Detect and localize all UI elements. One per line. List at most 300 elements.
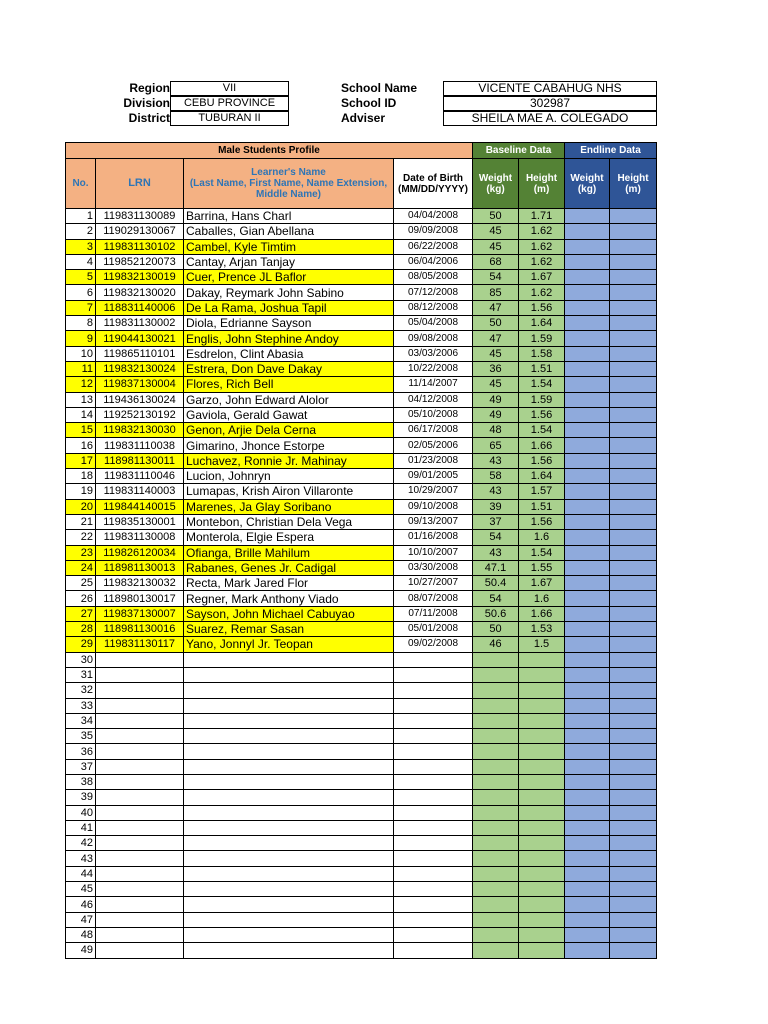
- school-name-field[interactable]: VICENTE CABAHUG NHS: [443, 81, 657, 96]
- endline-height-cell[interactable]: [610, 851, 657, 866]
- row-number-cell[interactable]: 23: [66, 545, 96, 560]
- date-of-birth-cell[interactable]: [394, 805, 473, 820]
- row-number-cell[interactable]: 3: [66, 239, 96, 254]
- date-of-birth-cell[interactable]: 04/12/2008: [394, 392, 473, 407]
- lrn-cell[interactable]: 119832130020: [96, 285, 184, 300]
- endline-weight-cell[interactable]: [565, 545, 610, 560]
- endline-weight-cell[interactable]: [565, 774, 610, 789]
- endline-weight-cell[interactable]: [565, 300, 610, 315]
- baseline-height-cell[interactable]: [519, 744, 565, 759]
- endline-weight-cell[interactable]: [565, 713, 610, 728]
- learner-name-cell[interactable]: Montebon, Christian Dela Vega: [184, 514, 394, 529]
- endline-weight-cell[interactable]: [565, 667, 610, 682]
- endline-height-cell[interactable]: [610, 637, 657, 652]
- row-number-cell[interactable]: 11: [66, 361, 96, 376]
- district-field[interactable]: TUBURAN II: [170, 111, 289, 126]
- learner-name-cell[interactable]: [184, 805, 394, 820]
- lrn-cell[interactable]: [96, 652, 184, 667]
- learner-name-cell[interactable]: Luchavez, Ronnie Jr. Mahinay: [184, 453, 394, 468]
- baseline-height-cell[interactable]: 1.66: [519, 606, 565, 621]
- baseline-weight-cell[interactable]: 50: [473, 316, 519, 331]
- lrn-cell[interactable]: [96, 836, 184, 851]
- baseline-weight-cell[interactable]: 54: [473, 530, 519, 545]
- learner-name-cell[interactable]: Recta, Mark Jared Flor: [184, 576, 394, 591]
- baseline-weight-cell[interactable]: [473, 698, 519, 713]
- lrn-cell[interactable]: 119831130102: [96, 239, 184, 254]
- baseline-weight-cell[interactable]: 58: [473, 469, 519, 484]
- endline-height-cell[interactable]: [610, 912, 657, 927]
- endline-weight-cell[interactable]: [565, 560, 610, 575]
- date-of-birth-cell[interactable]: 08/12/2008: [394, 300, 473, 315]
- lrn-cell[interactable]: 119831140003: [96, 484, 184, 499]
- row-number-cell[interactable]: 46: [66, 897, 96, 912]
- learner-name-cell[interactable]: [184, 713, 394, 728]
- division-field[interactable]: CEBU PROVINCE: [170, 96, 289, 111]
- endline-height-cell[interactable]: [610, 469, 657, 484]
- learner-name-cell[interactable]: [184, 927, 394, 942]
- row-number-cell[interactable]: 42: [66, 836, 96, 851]
- date-of-birth-cell[interactable]: 07/11/2008: [394, 606, 473, 621]
- learner-name-cell[interactable]: Suarez, Remar Sasan: [184, 622, 394, 637]
- endline-height-cell[interactable]: [610, 530, 657, 545]
- baseline-weight-cell[interactable]: 43: [473, 545, 519, 560]
- endline-weight-cell[interactable]: [565, 820, 610, 835]
- date-of-birth-cell[interactable]: 08/07/2008: [394, 591, 473, 606]
- lrn-cell[interactable]: [96, 943, 184, 958]
- lrn-cell[interactable]: [96, 729, 184, 744]
- row-number-cell[interactable]: 34: [66, 713, 96, 728]
- lrn-cell[interactable]: 119831110038: [96, 438, 184, 453]
- row-number-cell[interactable]: 33: [66, 698, 96, 713]
- endline-height-cell[interactable]: [610, 499, 657, 514]
- baseline-weight-cell[interactable]: [473, 667, 519, 682]
- endline-height-cell[interactable]: [610, 622, 657, 637]
- row-number-cell[interactable]: 41: [66, 820, 96, 835]
- endline-weight-cell[interactable]: [565, 652, 610, 667]
- baseline-height-cell[interactable]: 1.62: [519, 254, 565, 269]
- baseline-weight-cell[interactable]: [473, 897, 519, 912]
- date-of-birth-cell[interactable]: [394, 774, 473, 789]
- lrn-cell[interactable]: 118831140006: [96, 300, 184, 315]
- date-of-birth-cell[interactable]: [394, 851, 473, 866]
- baseline-weight-cell[interactable]: [473, 927, 519, 942]
- date-of-birth-cell[interactable]: 01/16/2008: [394, 530, 473, 545]
- baseline-height-cell[interactable]: [519, 897, 565, 912]
- date-of-birth-cell[interactable]: 02/05/2006: [394, 438, 473, 453]
- endline-height-cell[interactable]: [610, 698, 657, 713]
- endline-weight-cell[interactable]: [565, 239, 610, 254]
- endline-height-cell[interactable]: [610, 683, 657, 698]
- row-number-cell[interactable]: 18: [66, 469, 96, 484]
- baseline-weight-cell[interactable]: 85: [473, 285, 519, 300]
- baseline-height-cell[interactable]: [519, 943, 565, 958]
- date-of-birth-cell[interactable]: [394, 927, 473, 942]
- endline-height-cell[interactable]: [610, 882, 657, 897]
- lrn-cell[interactable]: [96, 912, 184, 927]
- baseline-weight-cell[interactable]: 43: [473, 453, 519, 468]
- row-number-cell[interactable]: 25: [66, 576, 96, 591]
- endline-height-cell[interactable]: [610, 438, 657, 453]
- learner-name-cell[interactable]: Monterola, Elgie Espera: [184, 530, 394, 545]
- row-number-cell[interactable]: 45: [66, 882, 96, 897]
- baseline-weight-cell[interactable]: [473, 851, 519, 866]
- baseline-height-cell[interactable]: [519, 683, 565, 698]
- row-number-cell[interactable]: 5: [66, 270, 96, 285]
- row-number-cell[interactable]: 22: [66, 530, 96, 545]
- endline-height-cell[interactable]: [610, 484, 657, 499]
- baseline-height-cell[interactable]: 1.57: [519, 484, 565, 499]
- learner-name-cell[interactable]: [184, 774, 394, 789]
- baseline-height-cell[interactable]: 1.64: [519, 469, 565, 484]
- row-number-cell[interactable]: 32: [66, 683, 96, 698]
- lrn-cell[interactable]: [96, 927, 184, 942]
- date-of-birth-cell[interactable]: 05/04/2008: [394, 316, 473, 331]
- baseline-height-cell[interactable]: [519, 759, 565, 774]
- lrn-cell[interactable]: [96, 805, 184, 820]
- learner-name-cell[interactable]: Gaviola, Gerald Gawat: [184, 407, 394, 422]
- baseline-weight-cell[interactable]: 47: [473, 331, 519, 346]
- date-of-birth-cell[interactable]: 03/30/2008: [394, 560, 473, 575]
- date-of-birth-cell[interactable]: [394, 820, 473, 835]
- lrn-cell[interactable]: [96, 866, 184, 881]
- baseline-weight-cell[interactable]: [473, 820, 519, 835]
- endline-height-cell[interactable]: [610, 606, 657, 621]
- school-id-field[interactable]: 302987: [443, 96, 657, 111]
- learner-name-cell[interactable]: [184, 683, 394, 698]
- learner-name-cell[interactable]: Estrera, Don Dave Dakay: [184, 361, 394, 376]
- endline-weight-cell[interactable]: [565, 331, 610, 346]
- endline-height-cell[interactable]: [610, 652, 657, 667]
- baseline-weight-cell[interactable]: [473, 790, 519, 805]
- endline-height-cell[interactable]: [610, 316, 657, 331]
- row-number-cell[interactable]: 12: [66, 377, 96, 392]
- row-number-cell[interactable]: 6: [66, 285, 96, 300]
- lrn-cell[interactable]: 118981130013: [96, 560, 184, 575]
- endline-height-cell[interactable]: [610, 423, 657, 438]
- baseline-weight-cell[interactable]: 47: [473, 300, 519, 315]
- baseline-height-cell[interactable]: [519, 790, 565, 805]
- date-of-birth-cell[interactable]: [394, 866, 473, 881]
- baseline-height-cell[interactable]: 1.56: [519, 300, 565, 315]
- endline-weight-cell[interactable]: [565, 606, 610, 621]
- endline-weight-cell[interactable]: [565, 591, 610, 606]
- baseline-height-cell[interactable]: 1.53: [519, 622, 565, 637]
- date-of-birth-cell[interactable]: 03/03/2006: [394, 346, 473, 361]
- endline-weight-cell[interactable]: [565, 209, 610, 224]
- learner-name-cell[interactable]: Genon, Arjie Dela Cerna: [184, 423, 394, 438]
- endline-weight-cell[interactable]: [565, 729, 610, 744]
- lrn-cell[interactable]: 119837130007: [96, 606, 184, 621]
- endline-height-cell[interactable]: [610, 576, 657, 591]
- endline-weight-cell[interactable]: [565, 530, 610, 545]
- endline-height-cell[interactable]: [610, 545, 657, 560]
- baseline-weight-cell[interactable]: 49: [473, 407, 519, 422]
- endline-height-cell[interactable]: [610, 805, 657, 820]
- learner-name-cell[interactable]: Cambel, Kyle Timtim: [184, 239, 394, 254]
- baseline-weight-cell[interactable]: [473, 759, 519, 774]
- learner-name-cell[interactable]: Gimarino, Jhonce Estorpe: [184, 438, 394, 453]
- row-number-cell[interactable]: 29: [66, 637, 96, 652]
- baseline-height-cell[interactable]: 1.64: [519, 316, 565, 331]
- lrn-cell[interactable]: 119831130089: [96, 209, 184, 224]
- lrn-cell[interactable]: [96, 698, 184, 713]
- lrn-cell[interactable]: 118981130016: [96, 622, 184, 637]
- baseline-height-cell[interactable]: [519, 927, 565, 942]
- endline-height-cell[interactable]: [610, 392, 657, 407]
- baseline-weight-cell[interactable]: 46: [473, 637, 519, 652]
- baseline-height-cell[interactable]: [519, 851, 565, 866]
- row-number-cell[interactable]: 35: [66, 729, 96, 744]
- endline-height-cell[interactable]: [610, 254, 657, 269]
- row-number-cell[interactable]: 15: [66, 423, 96, 438]
- lrn-cell[interactable]: 119832130024: [96, 361, 184, 376]
- baseline-height-cell[interactable]: [519, 729, 565, 744]
- row-number-cell[interactable]: 13: [66, 392, 96, 407]
- baseline-weight-cell[interactable]: 68: [473, 254, 519, 269]
- row-number-cell[interactable]: 19: [66, 484, 96, 499]
- endline-weight-cell[interactable]: [565, 254, 610, 269]
- learner-name-cell[interactable]: [184, 943, 394, 958]
- lrn-cell[interactable]: [96, 897, 184, 912]
- date-of-birth-cell[interactable]: [394, 667, 473, 682]
- endline-weight-cell[interactable]: [565, 927, 610, 942]
- endline-weight-cell[interactable]: [565, 224, 610, 239]
- baseline-weight-cell[interactable]: 45: [473, 224, 519, 239]
- lrn-cell[interactable]: 119865110101: [96, 346, 184, 361]
- baseline-height-cell[interactable]: 1.54: [519, 377, 565, 392]
- endline-weight-cell[interactable]: [565, 361, 610, 376]
- baseline-height-cell[interactable]: 1.6: [519, 591, 565, 606]
- learner-name-cell[interactable]: De La Rama, Joshua Tapil: [184, 300, 394, 315]
- baseline-height-cell[interactable]: [519, 836, 565, 851]
- learner-name-cell[interactable]: Garzo, John Edward Alolor: [184, 392, 394, 407]
- row-number-cell[interactable]: 39: [66, 790, 96, 805]
- learner-name-cell[interactable]: Barrina, Hans Charl: [184, 209, 394, 224]
- row-number-cell[interactable]: 9: [66, 331, 96, 346]
- date-of-birth-cell[interactable]: 10/27/2007: [394, 576, 473, 591]
- date-of-birth-cell[interactable]: [394, 912, 473, 927]
- row-number-cell[interactable]: 10: [66, 346, 96, 361]
- baseline-weight-cell[interactable]: 36: [473, 361, 519, 376]
- date-of-birth-cell[interactable]: [394, 652, 473, 667]
- lrn-cell[interactable]: [96, 759, 184, 774]
- endline-weight-cell[interactable]: [565, 576, 610, 591]
- date-of-birth-cell[interactable]: 10/10/2007: [394, 545, 473, 560]
- baseline-height-cell[interactable]: 1.51: [519, 361, 565, 376]
- baseline-weight-cell[interactable]: 48: [473, 423, 519, 438]
- baseline-weight-cell[interactable]: [473, 713, 519, 728]
- date-of-birth-cell[interactable]: [394, 698, 473, 713]
- endline-weight-cell[interactable]: [565, 270, 610, 285]
- endline-height-cell[interactable]: [610, 729, 657, 744]
- date-of-birth-cell[interactable]: [394, 759, 473, 774]
- endline-height-cell[interactable]: [610, 453, 657, 468]
- baseline-height-cell[interactable]: 1.51: [519, 499, 565, 514]
- lrn-cell[interactable]: 119852120073: [96, 254, 184, 269]
- baseline-height-cell[interactable]: 1.62: [519, 285, 565, 300]
- learner-name-cell[interactable]: [184, 851, 394, 866]
- date-of-birth-cell[interactable]: 05/01/2008: [394, 622, 473, 637]
- row-number-cell[interactable]: 27: [66, 606, 96, 621]
- learner-name-cell[interactable]: Diola, Edrianne Sayson: [184, 316, 394, 331]
- baseline-height-cell[interactable]: 1.71: [519, 209, 565, 224]
- baseline-height-cell[interactable]: 1.54: [519, 423, 565, 438]
- endline-weight-cell[interactable]: [565, 285, 610, 300]
- row-number-cell[interactable]: 8: [66, 316, 96, 331]
- date-of-birth-cell[interactable]: 09/08/2008: [394, 331, 473, 346]
- baseline-weight-cell[interactable]: [473, 652, 519, 667]
- endline-height-cell[interactable]: [610, 300, 657, 315]
- date-of-birth-cell[interactable]: [394, 683, 473, 698]
- endline-height-cell[interactable]: [610, 774, 657, 789]
- learner-name-cell[interactable]: Caballes, Gian Abellana: [184, 224, 394, 239]
- date-of-birth-cell[interactable]: [394, 836, 473, 851]
- baseline-weight-cell[interactable]: [473, 882, 519, 897]
- endline-weight-cell[interactable]: [565, 392, 610, 407]
- lrn-cell[interactable]: 119831130008: [96, 530, 184, 545]
- lrn-cell[interactable]: 119436130024: [96, 392, 184, 407]
- row-number-cell[interactable]: 17: [66, 453, 96, 468]
- lrn-cell[interactable]: 119029130067: [96, 224, 184, 239]
- lrn-cell[interactable]: [96, 882, 184, 897]
- baseline-weight-cell[interactable]: 50.6: [473, 606, 519, 621]
- endline-weight-cell[interactable]: [565, 943, 610, 958]
- endline-weight-cell[interactable]: [565, 912, 610, 927]
- row-number-cell[interactable]: 48: [66, 927, 96, 942]
- lrn-cell[interactable]: 119831110046: [96, 469, 184, 484]
- lrn-cell[interactable]: 119832130030: [96, 423, 184, 438]
- baseline-height-cell[interactable]: [519, 882, 565, 897]
- lrn-cell[interactable]: 119835130001: [96, 514, 184, 529]
- learner-name-cell[interactable]: Esdrelon, Clint Abasia: [184, 346, 394, 361]
- learner-name-cell[interactable]: [184, 667, 394, 682]
- baseline-height-cell[interactable]: 1.67: [519, 576, 565, 591]
- lrn-cell[interactable]: 119252130192: [96, 407, 184, 422]
- row-number-cell[interactable]: 2: [66, 224, 96, 239]
- baseline-height-cell[interactable]: 1.66: [519, 438, 565, 453]
- baseline-height-cell[interactable]: 1.54: [519, 545, 565, 560]
- lrn-cell[interactable]: [96, 713, 184, 728]
- endline-weight-cell[interactable]: [565, 790, 610, 805]
- date-of-birth-cell[interactable]: 06/04/2006: [394, 254, 473, 269]
- endline-height-cell[interactable]: [610, 346, 657, 361]
- endline-weight-cell[interactable]: [565, 759, 610, 774]
- learner-name-cell[interactable]: Lucion, Johnryn: [184, 469, 394, 484]
- endline-weight-cell[interactable]: [565, 316, 610, 331]
- learner-name-cell[interactable]: Yano, Jonnyl Jr. Teopan: [184, 637, 394, 652]
- adviser-field[interactable]: SHEILA MAE A. COLEGADO: [443, 111, 657, 126]
- baseline-weight-cell[interactable]: 47.1: [473, 560, 519, 575]
- endline-height-cell[interactable]: [610, 514, 657, 529]
- learner-name-cell[interactable]: [184, 820, 394, 835]
- endline-weight-cell[interactable]: [565, 897, 610, 912]
- baseline-height-cell[interactable]: [519, 652, 565, 667]
- learner-name-cell[interactable]: [184, 882, 394, 897]
- region-field[interactable]: VII: [170, 81, 289, 96]
- lrn-cell[interactable]: [96, 667, 184, 682]
- date-of-birth-cell[interactable]: 08/05/2008: [394, 270, 473, 285]
- row-number-cell[interactable]: 26: [66, 591, 96, 606]
- row-number-cell[interactable]: 24: [66, 560, 96, 575]
- endline-weight-cell[interactable]: [565, 423, 610, 438]
- date-of-birth-cell[interactable]: 06/22/2008: [394, 239, 473, 254]
- baseline-height-cell[interactable]: 1.59: [519, 392, 565, 407]
- baseline-height-cell[interactable]: [519, 820, 565, 835]
- baseline-weight-cell[interactable]: 43: [473, 484, 519, 499]
- baseline-height-cell[interactable]: [519, 713, 565, 728]
- endline-weight-cell[interactable]: [565, 866, 610, 881]
- baseline-weight-cell[interactable]: [473, 866, 519, 881]
- lrn-cell[interactable]: 119837130004: [96, 377, 184, 392]
- learner-name-cell[interactable]: Marenes, Ja Glay Soribano: [184, 499, 394, 514]
- lrn-cell[interactable]: [96, 851, 184, 866]
- baseline-weight-cell[interactable]: [473, 683, 519, 698]
- endline-height-cell[interactable]: [610, 224, 657, 239]
- lrn-cell[interactable]: 119832130032: [96, 576, 184, 591]
- date-of-birth-cell[interactable]: [394, 729, 473, 744]
- date-of-birth-cell[interactable]: 10/22/2008: [394, 361, 473, 376]
- lrn-cell[interactable]: 119831130117: [96, 637, 184, 652]
- learner-name-cell[interactable]: Sayson, John Michael Cabuyao: [184, 606, 394, 621]
- endline-height-cell[interactable]: [610, 560, 657, 575]
- baseline-weight-cell[interactable]: [473, 943, 519, 958]
- date-of-birth-cell[interactable]: [394, 897, 473, 912]
- learner-name-cell[interactable]: [184, 744, 394, 759]
- row-number-cell[interactable]: 14: [66, 407, 96, 422]
- endline-weight-cell[interactable]: [565, 377, 610, 392]
- endline-height-cell[interactable]: [610, 790, 657, 805]
- baseline-weight-cell[interactable]: 54: [473, 270, 519, 285]
- baseline-weight-cell[interactable]: [473, 774, 519, 789]
- date-of-birth-cell[interactable]: [394, 882, 473, 897]
- endline-height-cell[interactable]: [610, 820, 657, 835]
- row-number-cell[interactable]: 31: [66, 667, 96, 682]
- baseline-height-cell[interactable]: [519, 667, 565, 682]
- baseline-weight-cell[interactable]: 54: [473, 591, 519, 606]
- baseline-height-cell[interactable]: [519, 912, 565, 927]
- baseline-weight-cell[interactable]: 45: [473, 346, 519, 361]
- row-number-cell[interactable]: 7: [66, 300, 96, 315]
- baseline-height-cell[interactable]: [519, 805, 565, 820]
- endline-height-cell[interactable]: [610, 667, 657, 682]
- learner-name-cell[interactable]: [184, 759, 394, 774]
- endline-height-cell[interactable]: [610, 285, 657, 300]
- baseline-weight-cell[interactable]: 50: [473, 209, 519, 224]
- row-number-cell[interactable]: 16: [66, 438, 96, 453]
- baseline-height-cell[interactable]: [519, 698, 565, 713]
- date-of-birth-cell[interactable]: 09/02/2008: [394, 637, 473, 652]
- date-of-birth-cell[interactable]: [394, 790, 473, 805]
- endline-weight-cell[interactable]: [565, 499, 610, 514]
- date-of-birth-cell[interactable]: [394, 713, 473, 728]
- learner-name-cell[interactable]: Englis, John Stephine Andoy: [184, 331, 394, 346]
- row-number-cell[interactable]: 30: [66, 652, 96, 667]
- baseline-weight-cell[interactable]: 45: [473, 377, 519, 392]
- endline-weight-cell[interactable]: [565, 805, 610, 820]
- baseline-height-cell[interactable]: [519, 866, 565, 881]
- endline-height-cell[interactable]: [610, 836, 657, 851]
- date-of-birth-cell[interactable]: 09/09/2008: [394, 224, 473, 239]
- endline-height-cell[interactable]: [610, 897, 657, 912]
- learner-name-cell[interactable]: [184, 897, 394, 912]
- learner-name-cell[interactable]: [184, 866, 394, 881]
- learner-name-cell[interactable]: Flores, Rich Bell: [184, 377, 394, 392]
- endline-height-cell[interactable]: [610, 377, 657, 392]
- learner-name-cell[interactable]: Ofianga, Brille Mahilum: [184, 545, 394, 560]
- date-of-birth-cell[interactable]: 04/04/2008: [394, 209, 473, 224]
- date-of-birth-cell[interactable]: 09/10/2008: [394, 499, 473, 514]
- date-of-birth-cell[interactable]: 05/10/2008: [394, 407, 473, 422]
